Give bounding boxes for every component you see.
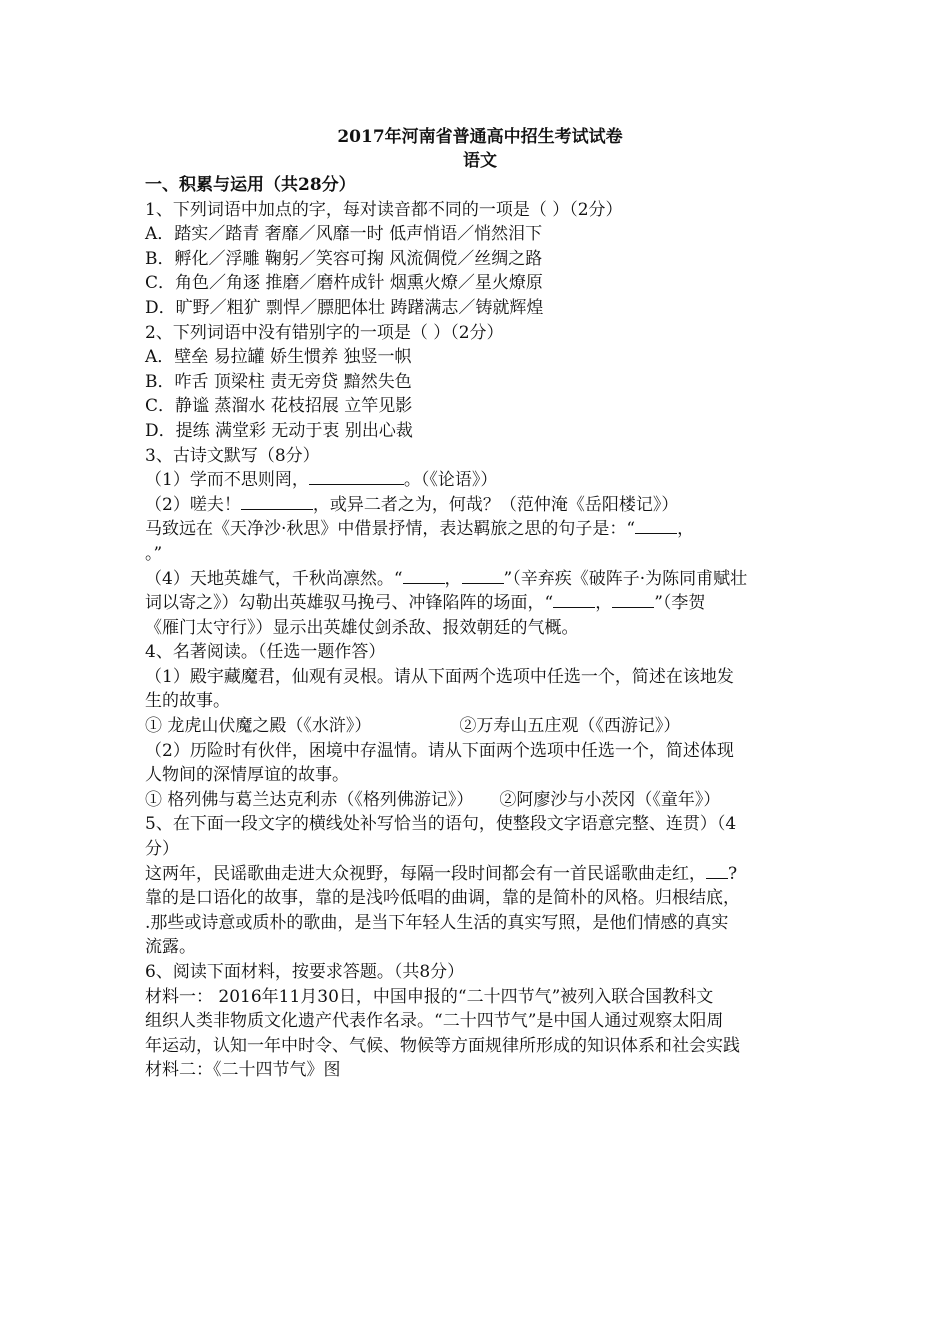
answer-blank: [706, 864, 728, 879]
q3-line-3-text-a: 马致远在《天净沙·秋思》中借景抒情，表达羁旅之思的句子是：“: [145, 519, 636, 540]
question-4-stem: 4、名著阅读。（任选一题作答）: [145, 642, 386, 663]
q3-line-1-text-a: （1）学而不思则罔，: [145, 470, 309, 491]
question-4-part-2-cont: 人物间的深情厚谊的故事。: [145, 765, 349, 786]
question-4-part-1-options: [145, 714, 815, 739]
answer-blank: [241, 495, 313, 510]
question-1-option-d: D．旷野／粗犷 剽悍／膘肥体壮 踌躇满志／铸就辉煌: [145, 297, 544, 318]
answer-blank: [309, 470, 404, 485]
question-5-text-2: 靠的是口语化的故事，靠的是浅吟低唱的曲调，靠的是简朴的风格。归根结底，: [145, 888, 740, 909]
question-1-option-a: A．踏实／踏青 奢靡／风靡一时 低声悄语／悄然泪下: [145, 224, 543, 245]
exam-title: 2017年河南省普通高中招生考试试卷: [337, 127, 623, 147]
question-3-line-3: [145, 517, 815, 542]
question-4-part-2-options: [145, 788, 815, 813]
q5-text-1b: ?: [728, 863, 738, 884]
question-3-line-4: [145, 567, 815, 592]
q3-line-4-text-c: ”（辛弃疾《破阵子·为陈同甫赋壮: [503, 568, 748, 589]
q5-text-1a: 这两年，民谣歌曲走进大众视野，每隔一段时间都会有一首民谣歌曲走红，: [145, 863, 706, 884]
question-4-part-1-cont: 生的故事。: [145, 691, 230, 712]
question-2-option-c: C．静谧 蒸溜水 花枝招展 立竿见影: [145, 396, 413, 417]
answer-blank: [462, 569, 504, 584]
q3-line-4-text-a: （4）天地英雄气，千秋尚凛然。“: [145, 568, 403, 589]
material-1-line-3: 年运动，认知一年中时令、气候、物候等方面规律所形成的知识体系和社会实践: [145, 1035, 740, 1056]
material-1-line-2: 组织人类非物质文化遗产代表作名录。“二十四节气”是中国人通过观察太阳周: [145, 1011, 724, 1032]
q4-option-1a: ① 龙虎山伏魔之殿（《水浒》）: [145, 716, 372, 737]
question-3-stem: 3、古诗文默写（8分）: [145, 445, 320, 466]
exam-content: [145, 125, 815, 1083]
question-3-line-2: [145, 493, 815, 518]
question-6-stem: 6、阅读下面材料，按要求答题。（共8分）: [145, 962, 465, 982]
question-2-option-a: A．壁垒 易拉罐 娇生惯养 独竖一帜: [145, 347, 412, 368]
material-1-line-1: 材料一： 2016年11月30日，中国申报的“二十四节气”被列入联合国教科文: [145, 986, 714, 1007]
question-5-text-1: [145, 862, 815, 887]
question-4-part-2: （2）历险时有伙伴，困境中存温情。请从下面两个选项中任选一个，简述体现: [145, 740, 734, 761]
q3-line-1-text-b: 。（《论语》）: [403, 470, 498, 491]
q4-option-1b: ②万寿山五庄观（《西游记》）: [459, 716, 681, 737]
answer-blank: [403, 569, 445, 584]
material-2-heading: 材料二：《二十四节气》图: [145, 1060, 341, 1081]
answer-blank: [635, 519, 677, 534]
question-1-option-b: B．孵化／浮雕 鞠躬／笑容可掬 风流倜傥／丝绸之路: [145, 248, 543, 269]
q3-line-3-text-b: ，: [677, 519, 695, 540]
answer-blank: [553, 593, 595, 608]
section-heading: 一、积累与运用（共28分）: [145, 175, 356, 195]
exam-subject: 语文: [463, 151, 497, 171]
q3-line-2-text-a: （2）嗟夫！: [145, 494, 241, 515]
q3-line-4-text-b: ，: [444, 568, 462, 589]
question-3-line-6: 《雁门太守行》）显示出英雄仗剑杀敌、报效朝廷的气概。: [145, 617, 579, 638]
question-3-line-3-end: 。”: [145, 543, 163, 564]
question-4-part-1: （1）殿宇藏魔君，仙观有灵根。请从下面两个选项中任选一个，简述在该地发: [145, 666, 734, 687]
question-3-line-5: [145, 591, 815, 616]
question-5-text-3: .那些或诗意或质朴的歌曲，是当下年轻人生活的真实写照，是他们情感的真实: [145, 912, 729, 933]
q3-line-5-text-b: ，: [595, 593, 613, 614]
question-2-option-b: B．咋舌 顶梁柱 责无旁贷 黯然失色: [145, 371, 412, 392]
question-2-option-d: D．提练 满堂彩 无动于衷 别出心裁: [145, 420, 413, 441]
question-5-stem: 5、在下面一段文字的横线处补写恰当的语句，使整段文字语意完整、连贯）（4: [145, 814, 737, 835]
question-1-stem: 1、下列词语中加点的字，每对读音都不同的一项是（ ）（2分）: [145, 199, 623, 220]
question-5-stem-cont: 分）: [145, 839, 179, 860]
question-3-line-1: [145, 468, 815, 493]
question-5-text-4: 流露。: [145, 937, 196, 958]
q3-line-5-text-a: 词以寄之》）勾勒出英雄驭马挽弓、冲锋陷阵的场面，“: [145, 593, 554, 614]
question-1-option-c: C．角色／角逐 推磨／磨杵成针 烟熏火燎／星火燎原: [145, 273, 543, 294]
q4-option-2b: ②阿廖沙与小茨冈（《童年》）: [499, 789, 721, 810]
answer-blank: [612, 593, 654, 608]
q3-line-5-text-c: ”（李贺: [654, 593, 706, 614]
q4-option-2a: ① 格列佛与葛兰达克利赤（《格列佛游记》）: [145, 789, 474, 810]
question-2-stem: 2、下列词语中没有错别字的一项是（ ）（2分）: [145, 322, 504, 343]
q3-line-2-text-b: ，或异二者之为，何哉？（范仲淹《岳阳楼记》）: [312, 494, 679, 515]
